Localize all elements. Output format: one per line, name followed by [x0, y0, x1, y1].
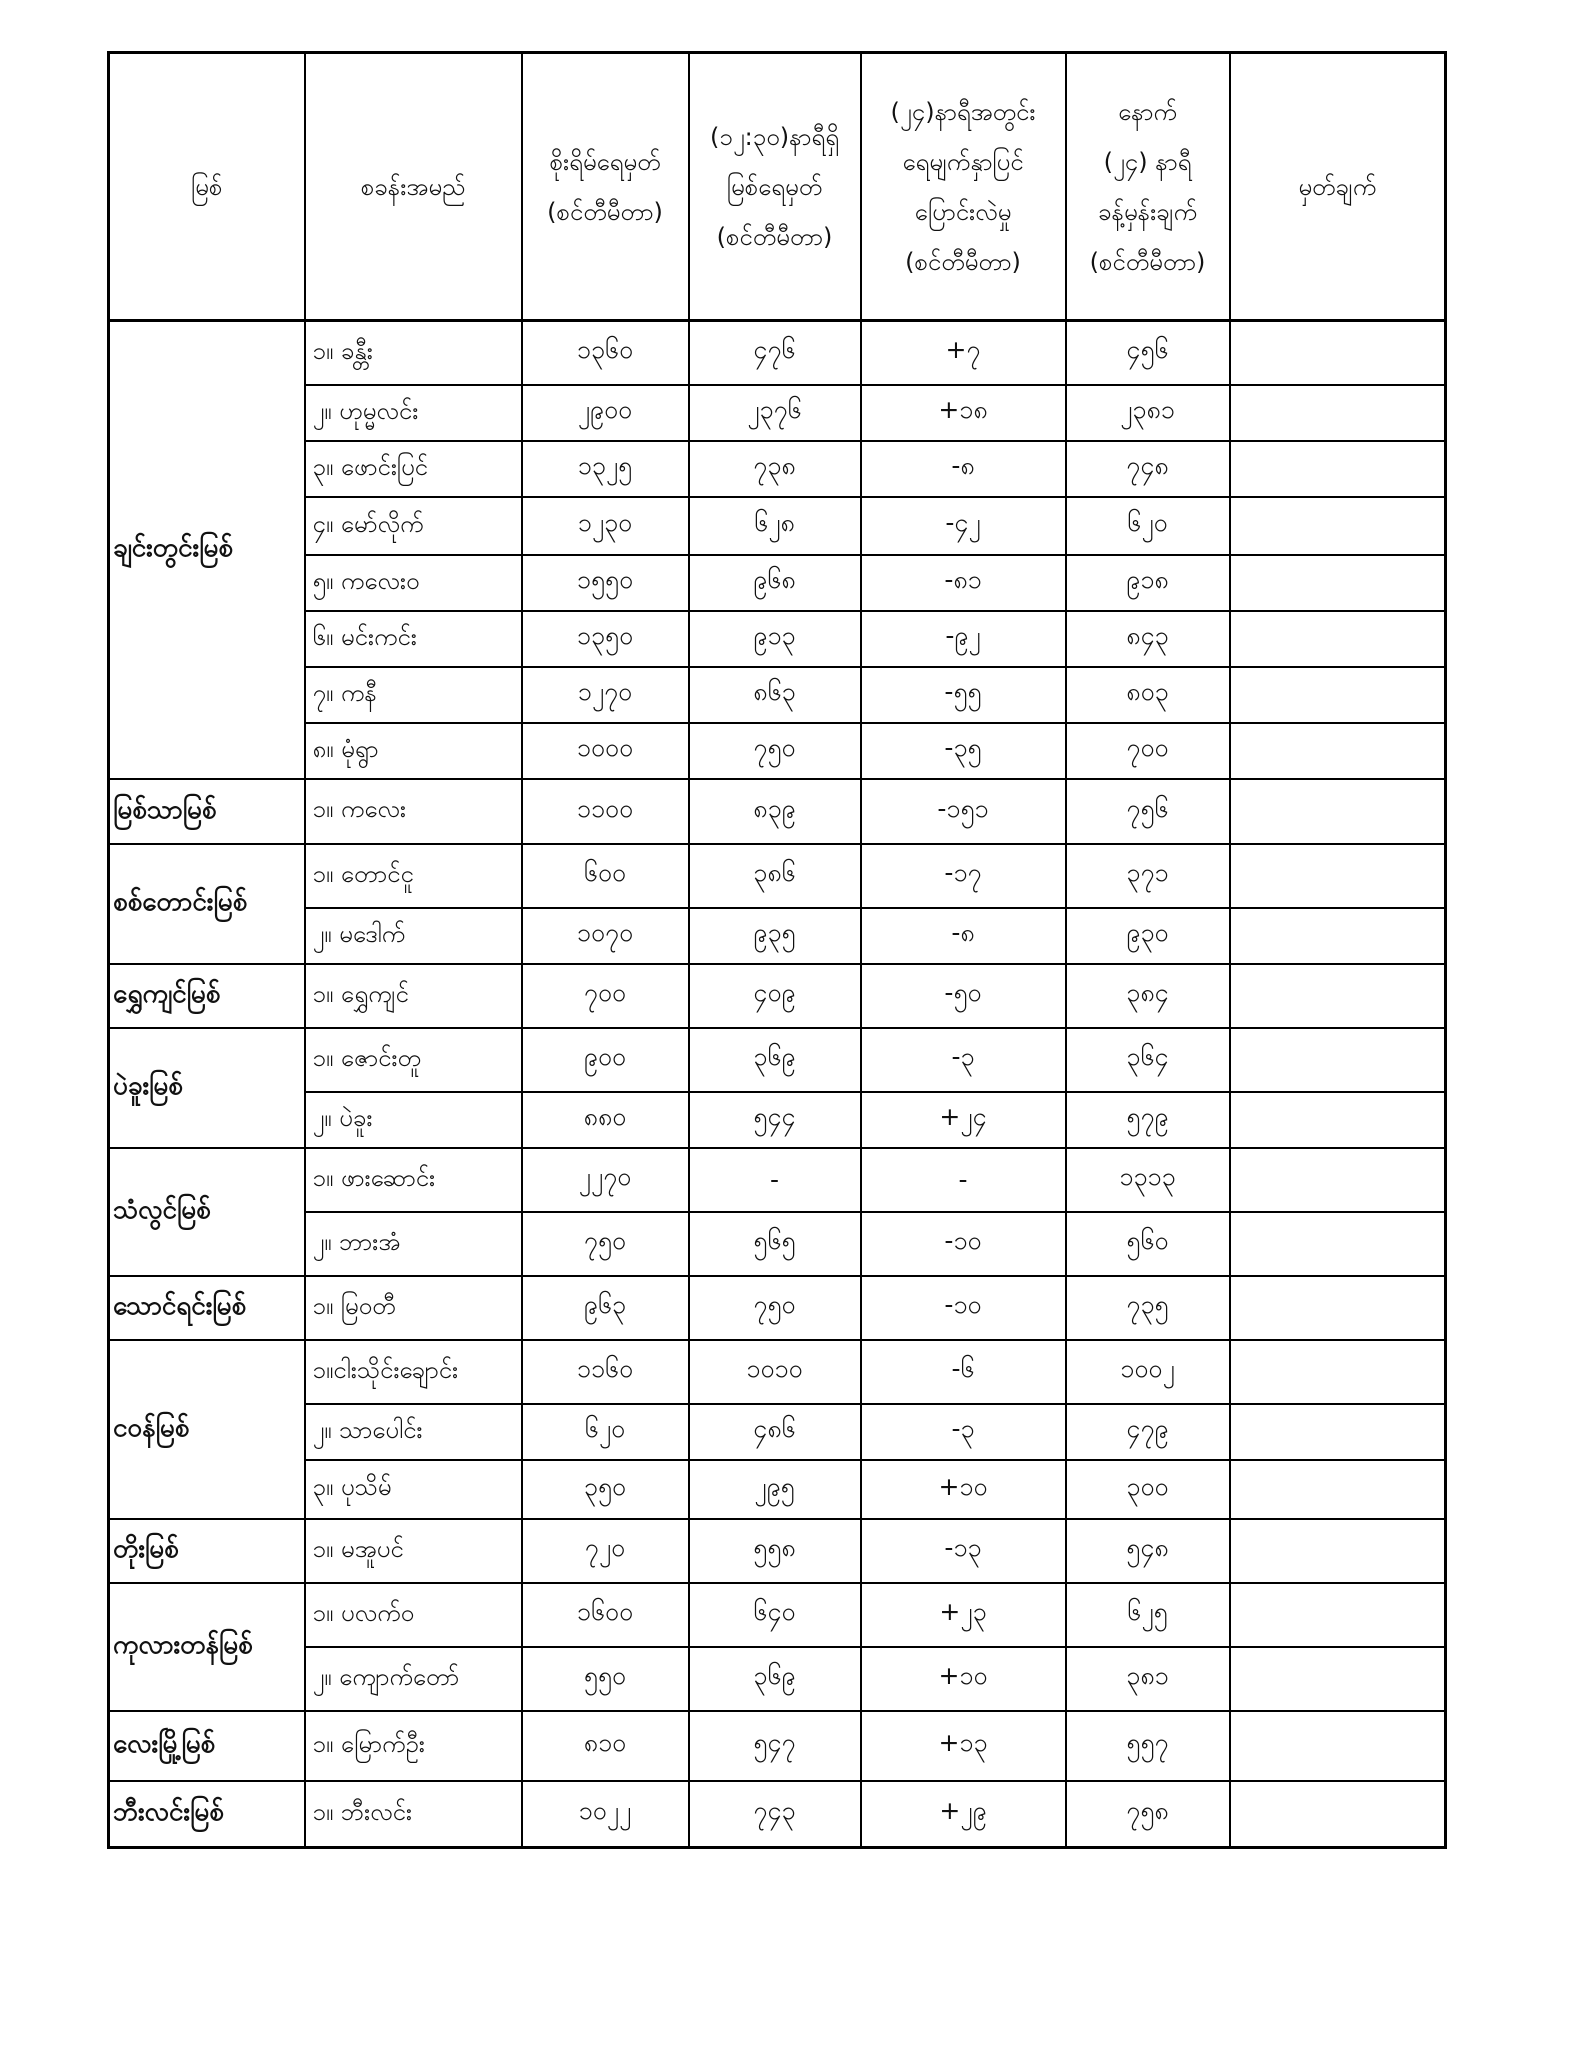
- remark-cell: [1230, 385, 1446, 441]
- header-change-line: ပြောင်းလဲမှု: [914, 197, 1012, 226]
- water-level-value: ၁၀၁၀: [689, 1340, 861, 1404]
- table-row: [109, 1148, 1446, 1212]
- danger-level-value: ၇၅၀: [522, 1212, 689, 1276]
- level-change-value: -၆: [861, 1340, 1066, 1404]
- water-level-value: ၄၇၆: [689, 321, 861, 385]
- forecast-value: ၇၅၈: [1066, 1781, 1230, 1848]
- station-name: ၆။ မင်းကင်း: [305, 611, 522, 667]
- station-name: ၁။ မအူပင်: [305, 1519, 522, 1583]
- station-name: ၁။ ဇောင်းတူ: [305, 1028, 522, 1092]
- table-row: [109, 441, 1446, 497]
- station-name: ၂။ သာပေါင်း: [305, 1404, 522, 1460]
- level-change-value: -၃: [861, 1028, 1066, 1092]
- level-change-value: -၉၂: [861, 611, 1066, 667]
- water-level-value: ၆၄၀: [689, 1583, 861, 1647]
- station-name: ၂။ မဒေါက်: [305, 908, 522, 964]
- header-river: [109, 53, 305, 321]
- remark-cell: [1230, 1148, 1446, 1212]
- table-row: [109, 385, 1446, 441]
- level-change-value: -၁၀: [861, 1212, 1066, 1276]
- header-change-line: (၂၄)နာရီအတွင်း: [890, 97, 1036, 126]
- table-row: [109, 1647, 1446, 1711]
- water-level-value: ၆၂၈: [689, 497, 861, 555]
- water-level-value: ၃၆၉: [689, 1647, 861, 1711]
- forecast-value: ၂၃၈၁: [1066, 385, 1230, 441]
- river-name: ကုလားတန်မြစ်: [109, 1583, 305, 1711]
- forecast-value: ၇၄၈: [1066, 441, 1230, 497]
- danger-level-value: ၁၁၀၀: [522, 779, 689, 844]
- water-level-value: ၅၄၇: [689, 1711, 861, 1781]
- level-change-value: +၂၃: [861, 1583, 1066, 1647]
- forecast-value: ၆၂၅: [1066, 1583, 1230, 1647]
- remark-cell: [1230, 908, 1446, 964]
- river-name: သောင်ရင်းမြစ်: [109, 1276, 305, 1340]
- forecast-value: ၁၃၁၃: [1066, 1148, 1230, 1212]
- header-level-unit: (စင်တီမီတာ): [716, 222, 833, 251]
- table-row: [109, 1781, 1446, 1848]
- table-row: [109, 1460, 1446, 1519]
- danger-level-value: ၈၈၀: [522, 1092, 689, 1148]
- forecast-value: ၅၄၈: [1066, 1519, 1230, 1583]
- forecast-value: ၅၇၉: [1066, 1092, 1230, 1148]
- header-forecast-line: ခန့်မှန်းချက်: [1098, 197, 1197, 226]
- forecast-value: ၇၃၅: [1066, 1276, 1230, 1340]
- river-name: မြစ်သာမြစ်: [109, 779, 305, 844]
- river-name: ပဲခူးမြစ်: [109, 1028, 305, 1148]
- station-name: ၂။ ဘားအံ: [305, 1212, 522, 1276]
- water-level-value: ၃၆၉: [689, 1028, 861, 1092]
- station-name: ၁။ မြဝတီ: [305, 1276, 522, 1340]
- table-row: [109, 611, 1446, 667]
- remark-cell: [1230, 1028, 1446, 1092]
- danger-level-value: ၉၀၀: [522, 1028, 689, 1092]
- remark-cell: [1230, 1212, 1446, 1276]
- remark-cell: [1230, 1781, 1446, 1848]
- forecast-value: ၇၅၆: [1066, 779, 1230, 844]
- water-level-value: ၂၉၅: [689, 1460, 861, 1519]
- station-name: ၁။ ဘီးလင်း: [305, 1781, 522, 1848]
- danger-level-value: ၆၂၀: [522, 1404, 689, 1460]
- station-name: ၂။ ကျောက်တော်: [305, 1647, 522, 1711]
- danger-level-value: ၇၂၀: [522, 1519, 689, 1583]
- table-row: [109, 779, 1446, 844]
- remark-cell: [1230, 844, 1446, 908]
- remark-cell: [1230, 1404, 1446, 1460]
- danger-level-value: ၁၃၂၅: [522, 441, 689, 497]
- header-change-unit: (စင်တီမီတာ): [905, 247, 1021, 276]
- danger-level-value: ၂၉၀၀: [522, 385, 689, 441]
- forecast-value: ၈၄၃: [1066, 611, 1230, 667]
- level-change-value: -၃၅: [861, 723, 1066, 779]
- header-forecast-line: နောက်: [1118, 97, 1177, 126]
- table-row: [109, 964, 1446, 1028]
- danger-level-value: ၉၆၃: [522, 1276, 689, 1340]
- station-name: ၇။ ကနီ: [305, 667, 522, 723]
- remark-cell: [1230, 1647, 1446, 1711]
- header-remarks-label: မှတ်ချက်: [1298, 172, 1377, 201]
- water-level-value: ၂၃၇၆: [689, 385, 861, 441]
- remark-cell: [1230, 555, 1446, 611]
- remark-cell: [1230, 497, 1446, 555]
- danger-level-value: ၁၅၅၀: [522, 555, 689, 611]
- station-name: ၄။ မော်လိုက်: [305, 497, 522, 555]
- table-row: [109, 1404, 1446, 1460]
- water-level-value: ၇၃၈: [689, 441, 861, 497]
- water-level-value: ၄၈၆: [689, 1404, 861, 1460]
- level-change-value: -၅၀: [861, 964, 1066, 1028]
- danger-level-value: ၁၂၇၀: [522, 667, 689, 723]
- level-change-value: -၁၃: [861, 1519, 1066, 1583]
- station-name: ၁။ငါးသိုင်းချောင်း: [305, 1340, 522, 1404]
- station-name: ၁။ မြောက်ဦး: [305, 1711, 522, 1781]
- water-level-value: ၇၅၀: [689, 723, 861, 779]
- level-change-value: -၈၁: [861, 555, 1066, 611]
- table-body: [109, 321, 1446, 1848]
- river-name: စစ်တောင်းမြစ်: [109, 844, 305, 964]
- level-change-value: +၇: [861, 321, 1066, 385]
- table-row: [109, 1212, 1446, 1276]
- table-row: [109, 667, 1446, 723]
- header-change-line: ရေမျက်နှာပြင်: [902, 147, 1024, 176]
- danger-level-value: ၁၀၂၂: [522, 1781, 689, 1848]
- water-level-value: ၉၆၈: [689, 555, 861, 611]
- table-row: [109, 1711, 1446, 1781]
- river-name: ဘီးလင်းမြစ်: [109, 1781, 305, 1848]
- remark-cell: [1230, 1460, 1446, 1519]
- station-name: ၁။ ရွှေကျင်: [305, 964, 522, 1028]
- table-row: [109, 844, 1446, 908]
- forecast-value: ၃၇၁: [1066, 844, 1230, 908]
- table-row: [109, 1583, 1446, 1647]
- remark-cell: [1230, 441, 1446, 497]
- station-name: ၁။ ဖားဆောင်း: [305, 1148, 522, 1212]
- water-level-value: ၈၃၉: [689, 779, 861, 844]
- forecast-value: ၇၀၀: [1066, 723, 1230, 779]
- forecast-value: ၄၇၉: [1066, 1404, 1230, 1460]
- danger-level-value: ၃၅၀: [522, 1460, 689, 1519]
- level-change-value: -၈: [861, 441, 1066, 497]
- remark-cell: [1230, 1092, 1446, 1148]
- remark-cell: [1230, 723, 1446, 779]
- danger-level-value: ၇၀၀: [522, 964, 689, 1028]
- danger-level-value: ၁၃၅၀: [522, 611, 689, 667]
- forecast-value: ၃၆၄: [1066, 1028, 1230, 1092]
- danger-level-value: ၁၀၇၀: [522, 908, 689, 964]
- header-level-line: (၁၂:၃၀)နာရီရှိ: [710, 122, 839, 151]
- level-change-value: -၅၅: [861, 667, 1066, 723]
- table-row: [109, 1340, 1446, 1404]
- header-row: [109, 53, 1446, 321]
- forecast-value: ၄၅၆: [1066, 321, 1230, 385]
- station-name: ၂။ ပဲခူး: [305, 1092, 522, 1148]
- header-danger-unit: (စင်တီမီတာ): [547, 197, 663, 226]
- table-row: [109, 321, 1446, 385]
- station-name: ၁။ ပလက်ဝ: [305, 1583, 522, 1647]
- level-change-value: -၄၂: [861, 497, 1066, 555]
- water-level-value: ၅၅၈: [689, 1519, 861, 1583]
- station-name: ၃။ ဖောင်းပြင်: [305, 441, 522, 497]
- level-change-value: -၁၅၁: [861, 779, 1066, 844]
- level-change-value: -၃: [861, 1404, 1066, 1460]
- header-water-level: [689, 53, 861, 321]
- station-name: ၈။ မုံရွာ: [305, 723, 522, 779]
- remark-cell: [1230, 611, 1446, 667]
- forecast-value: ၃၈၄: [1066, 964, 1230, 1028]
- river-name: ငဝန်မြစ်: [109, 1340, 305, 1519]
- level-change-value: +၂၄: [861, 1092, 1066, 1148]
- station-name: ၁။ ခန္တီး: [305, 321, 522, 385]
- water-level-value: ၉၃၅: [689, 908, 861, 964]
- remark-cell: [1230, 1583, 1446, 1647]
- level-change-value: +၂၉: [861, 1781, 1066, 1848]
- header-danger-level: [522, 53, 689, 321]
- header-danger-line: စိုးရိမ်ရေမှတ်: [549, 147, 661, 176]
- header-station-label: စခန်းအမည်: [360, 172, 466, 201]
- danger-level-value: ၁၃၆၀: [522, 321, 689, 385]
- header-forecast-unit: (စင်တီမီတာ): [1089, 247, 1206, 276]
- header-level-change: [861, 53, 1066, 321]
- level-change-value: +၁၀: [861, 1647, 1066, 1711]
- remark-cell: [1230, 779, 1446, 844]
- level-change-value: -: [861, 1148, 1066, 1212]
- station-name: ၁။ တောင်ငူ: [305, 844, 522, 908]
- forecast-value: ၃၀၀: [1066, 1460, 1230, 1519]
- table-row: [109, 1519, 1446, 1583]
- danger-level-value: ၁၆၀၀: [522, 1583, 689, 1647]
- forecast-value: ၆၂၀: [1066, 497, 1230, 555]
- table-row: [109, 1092, 1446, 1148]
- water-level-value: ၈၆၃: [689, 667, 861, 723]
- header-level-line: မြစ်ရေမှတ်: [726, 172, 823, 201]
- table-row: [109, 555, 1446, 611]
- table-row: [109, 1028, 1446, 1092]
- table-row: [109, 1276, 1446, 1340]
- remark-cell: [1230, 1276, 1446, 1340]
- water-level-value: ၅၆၅: [689, 1212, 861, 1276]
- forecast-value: ၅၅၇: [1066, 1711, 1230, 1781]
- forecast-value: ၃၈၁: [1066, 1647, 1230, 1711]
- header-forecast: [1066, 53, 1230, 321]
- danger-level-value: ၅၅၀: [522, 1647, 689, 1711]
- table-row: [109, 497, 1446, 555]
- level-change-value: -၈: [861, 908, 1066, 964]
- river-name: ချင်းတွင်းမြစ်: [109, 321, 305, 779]
- forecast-value: ၅၆၀: [1066, 1212, 1230, 1276]
- level-change-value: -၁၀: [861, 1276, 1066, 1340]
- table-row: [109, 908, 1446, 964]
- header-remarks: [1230, 53, 1446, 321]
- table-row: [109, 723, 1446, 779]
- station-name: ၂။ ဟုမ္မလင်း: [305, 385, 522, 441]
- water-level-value: ၃၈၆: [689, 844, 861, 908]
- header-station: [305, 53, 522, 321]
- forecast-value: ၁၀၀၂: [1066, 1340, 1230, 1404]
- remark-cell: [1230, 964, 1446, 1028]
- danger-level-value: ၈၁၀: [522, 1711, 689, 1781]
- river-water-level-table: [107, 51, 1447, 1849]
- danger-level-value: ၆၀၀: [522, 844, 689, 908]
- level-change-value: -၁၇: [861, 844, 1066, 908]
- danger-level-value: ၂၂၇၀: [522, 1148, 689, 1212]
- river-name: လေးမြို့မြစ်: [109, 1711, 305, 1781]
- station-name: ၁။ ကလေး: [305, 779, 522, 844]
- remark-cell: [1230, 1711, 1446, 1781]
- water-level-value: -: [689, 1148, 861, 1212]
- danger-level-value: ၁၀၀၀: [522, 723, 689, 779]
- remark-cell: [1230, 1340, 1446, 1404]
- forecast-value: ၈၀၃: [1066, 667, 1230, 723]
- remark-cell: [1230, 321, 1446, 385]
- water-level-value: ၅၄၄: [689, 1092, 861, 1148]
- water-level-value: ၇၅၀: [689, 1276, 861, 1340]
- level-change-value: +၁၈: [861, 385, 1066, 441]
- level-change-value: +၁၃: [861, 1711, 1066, 1781]
- header-river-label: မြစ်: [191, 172, 223, 201]
- station-name: ၃။ ပုသိမ်: [305, 1460, 522, 1519]
- danger-level-value: ၁၁၆၀: [522, 1340, 689, 1404]
- river-name: တိုးမြစ်: [109, 1519, 305, 1583]
- header-forecast-line: (၂၄) နာရီ: [1103, 147, 1192, 176]
- river-name: သံလွင်မြစ်: [109, 1148, 305, 1276]
- water-level-value: ၉၁၃: [689, 611, 861, 667]
- danger-level-value: ၁၂၃၀: [522, 497, 689, 555]
- station-name: ၅။ ကလေးဝ: [305, 555, 522, 611]
- water-level-value: ၄၀၉: [689, 964, 861, 1028]
- remark-cell: [1230, 667, 1446, 723]
- level-change-value: +၁၀: [861, 1460, 1066, 1519]
- water-level-value: ၇၄၃: [689, 1781, 861, 1848]
- forecast-value: ၉၁၈: [1066, 555, 1230, 611]
- river-name: ရွှေကျင်မြစ်: [109, 964, 305, 1028]
- remark-cell: [1230, 1519, 1446, 1583]
- forecast-value: ၉၃၀: [1066, 908, 1230, 964]
